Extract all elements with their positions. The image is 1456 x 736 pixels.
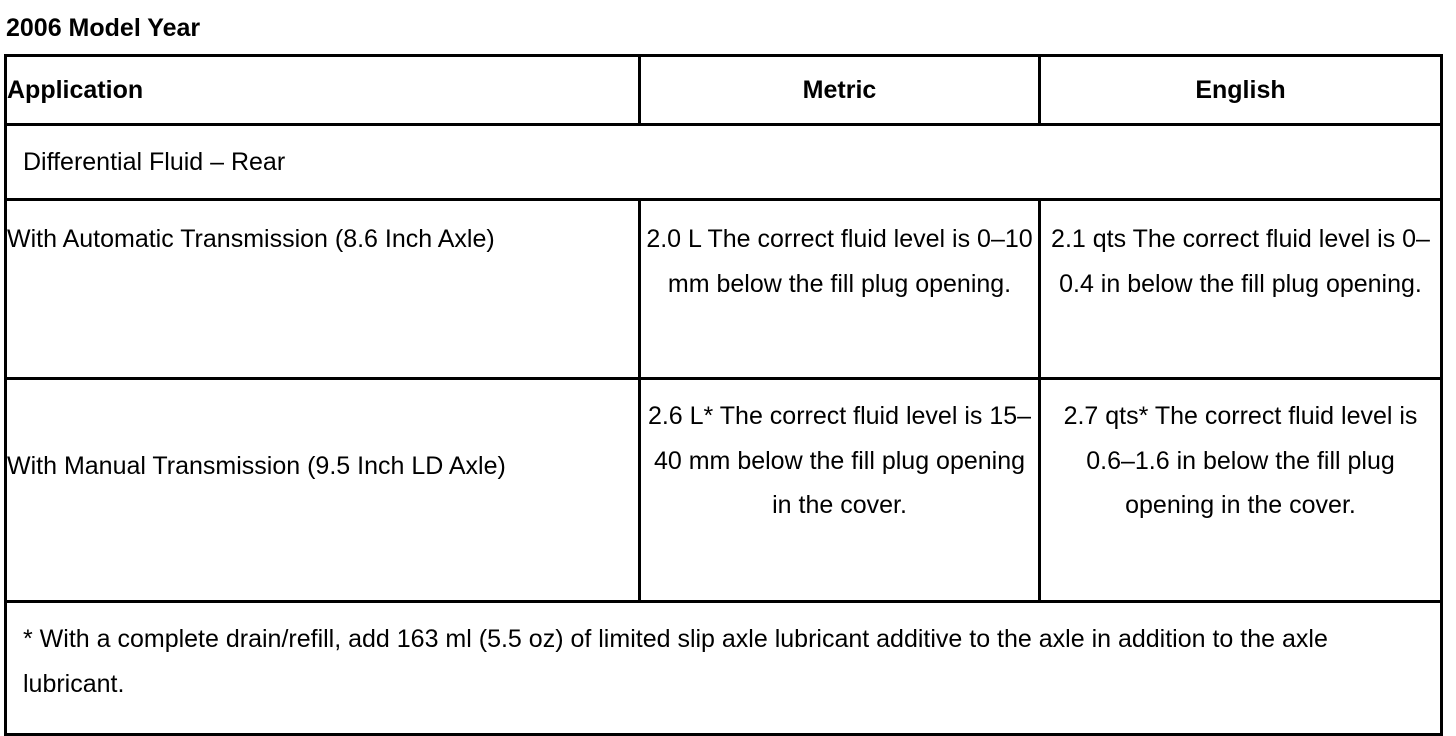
english-cell: 2.7 qts* The correct fluid level is 0.6–1.6 in below the fill plug opening in the cover. bbox=[1040, 379, 1442, 602]
header-english: English bbox=[1040, 56, 1442, 125]
table-header-row bbox=[6, 56, 1442, 125]
footnote-text: * With a complete drain/refill, add 163 ml (5.5 oz) of limited slip axle lubricant additive to the axle in addition to the axle lubricant. bbox=[6, 602, 1442, 735]
section-label: Differential Fluid – Rear bbox=[6, 125, 1442, 200]
metric-cell: 2.0 L The correct fluid level is 0–10 mm below the fill plug opening. bbox=[640, 200, 1040, 379]
english-cell: 2.1 qts The correct fluid level is 0–0.4 in below the fill plug opening. bbox=[1040, 200, 1442, 379]
application-cell-text: With Manual Transmission (9.5 Inch LD Axle) bbox=[7, 452, 506, 480]
application-cell: With Automatic Transmission (8.6 Inch Axle) bbox=[6, 200, 640, 379]
header-application: Application bbox=[6, 56, 640, 125]
metric-cell: 2.6 L* The correct fluid level is 15–40 mm below the fill plug opening in the cover. bbox=[640, 379, 1040, 602]
table-row bbox=[6, 379, 1442, 602]
table-row bbox=[6, 200, 1442, 379]
page-title: 2006 Model Year bbox=[6, 14, 201, 42]
fluid-capacity-table bbox=[4, 54, 1443, 736]
header-metric: Metric bbox=[640, 56, 1040, 125]
section-row bbox=[6, 125, 1442, 200]
footnote-row bbox=[6, 602, 1442, 735]
application-cell bbox=[6, 379, 640, 602]
